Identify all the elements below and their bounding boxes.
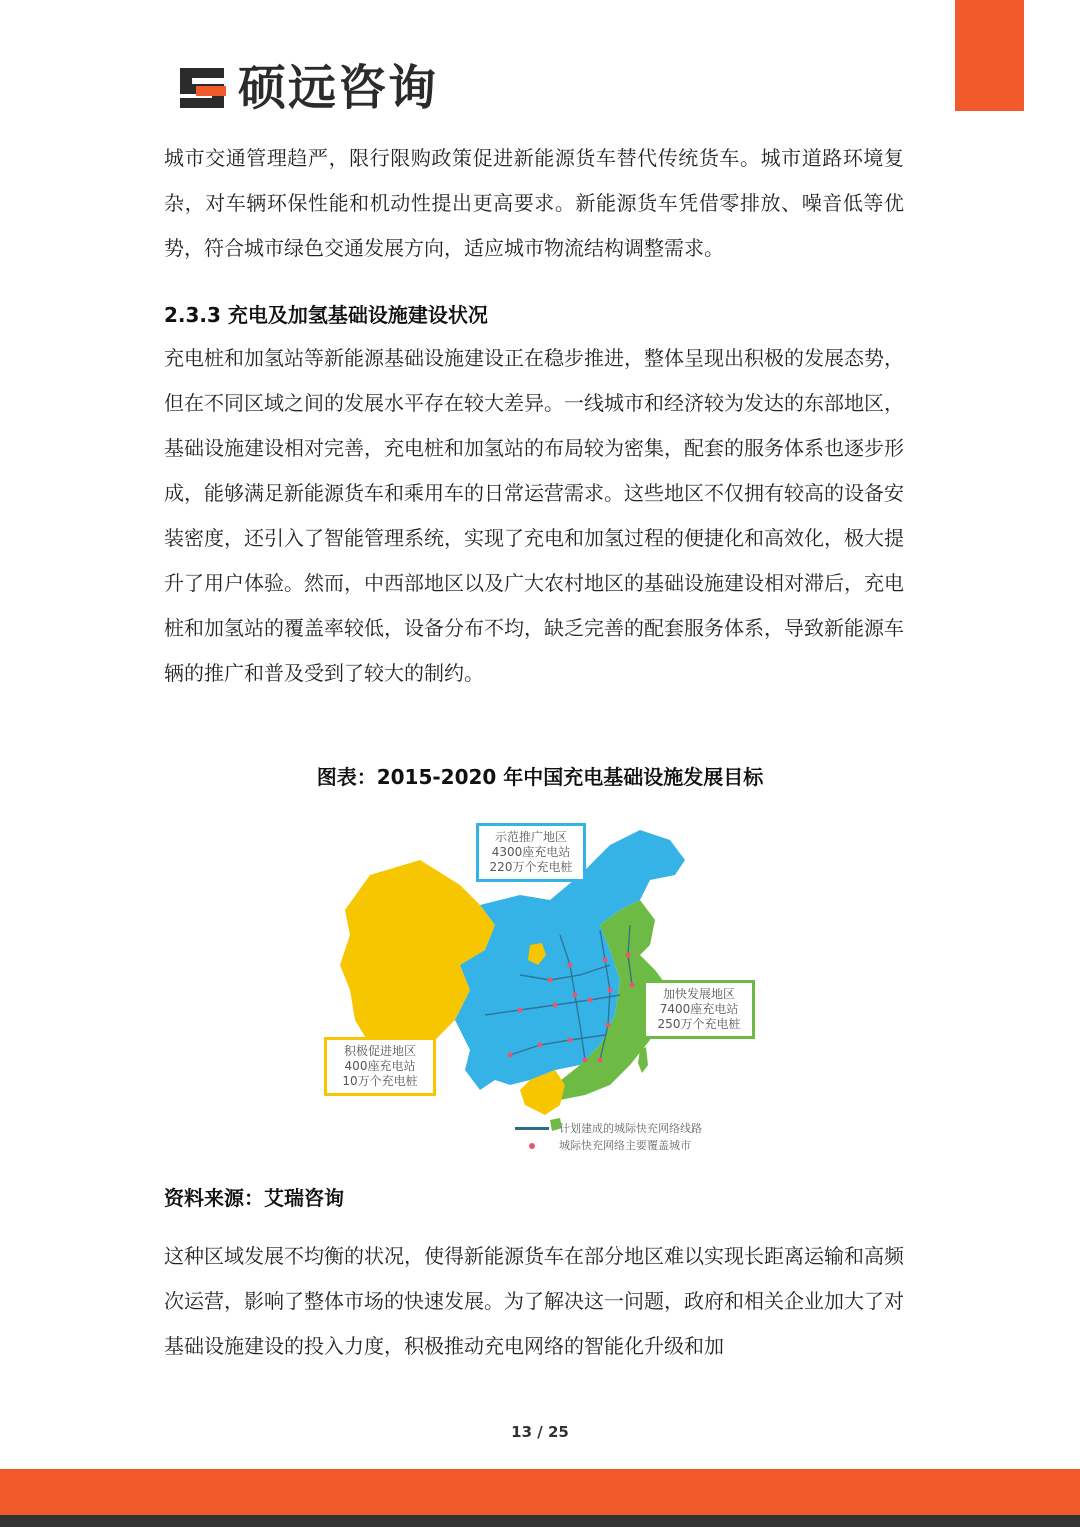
china-charging-map <box>310 815 770 1165</box>
callout-promotion-region <box>324 1037 436 1096</box>
callout-yellow-line-3: 10万个充电桩 <box>342 1074 418 1088</box>
corner-accent-tab <box>955 0 1024 111</box>
route-line-icon <box>515 1127 549 1130</box>
callout-green-line-1: 加快发展地区 <box>662 987 735 1001</box>
legend-row-city <box>515 1137 702 1154</box>
callout-blue-line-3: 220万个充电桩 <box>489 860 573 874</box>
callout-green-line-2: 7400座充电站 <box>659 1002 739 1016</box>
logo-mark-icon <box>176 64 228 112</box>
page-number: 13 / 25 <box>511 1423 569 1441</box>
section-heading: 2.3.3 充电及加氢基础设施建设状况 <box>164 303 488 327</box>
legend-city-label: 城际快充网络主要覆盖城市 <box>559 1139 691 1152</box>
paragraph-regional-imbalance: 这种区域发展不均衡的状况，使得新能源货车在部分地区难以实现长距离运输和高频次运营，影响了整体市场的快速发展。为了解决这一问题，政府和相关企业加大了对基础设施建设的投入力度，积极推动充电网络的智能化升级和加 <box>164 1244 904 1358</box>
company-logo <box>176 60 438 116</box>
map-legend <box>515 1120 702 1154</box>
city-dot-icon <box>529 1143 535 1149</box>
figure-source: 资料来源：艾瑞咨询 <box>164 1186 344 1210</box>
paragraph-infrastructure: 充电桩和加氢站等新能源基础设施建设正在稳步推进，整体呈现出积极的发展态势，但在不同区域之间的发展水平存在较大差异。一线城市和经济较为发达的东部地区，基础设施建设相对完善，充电桩和加氢站的布局较为密集，配套的服务体系也逐步形成，能够满足新能源货车和乘用车的日常运营需求。这些地区不仅拥有较高的设备安装密度，还引入了智能管理系统，实现了充电和加氢过程的便捷化和高效化，极大提升了用户体验。然而，中西部地区以及广大农村地区的基础设施建设相对滞后，充电桩和加氢站的覆盖率较低，设备分布不均，缺乏完善的配套服务体系，导致新能源车辆的推广和普及受到了较大的制约。 <box>164 346 904 685</box>
callout-yellow-line-1: 积极促进地区 <box>343 1044 416 1058</box>
legend-row-route <box>515 1120 702 1137</box>
footer-dark-strip <box>0 1515 1080 1527</box>
legend-route-label: 计划建成的城际快充网络线路 <box>559 1122 702 1135</box>
figure-title: 图表：2015-2020 年中国充电基础设施发展目标 <box>316 765 764 789</box>
callout-yellow-line-2: 400座充电站 <box>344 1059 416 1073</box>
callout-accelerated-region <box>643 980 755 1039</box>
callout-blue-line-1: 示范推广地区 <box>494 830 567 844</box>
callout-green-line-3: 250万个充电桩 <box>657 1017 741 1031</box>
footer-accent-bar <box>0 1469 1080 1515</box>
callout-demonstration-region <box>476 823 586 882</box>
callout-blue-line-2: 4300座充电站 <box>491 845 571 859</box>
logo-text: 硕远咨询 <box>238 60 439 116</box>
paragraph-urban-traffic: 城市交通管理趋严，限行限购政策促进新能源货车替代传统货车。城市道路环境复杂，对车辆环保性能和机动性提出更高要求。新能源货车凭借零排放、噪音低等优势，符合城市绿色交通发展方向，适应城市物流结构调整需求。 <box>164 146 904 260</box>
